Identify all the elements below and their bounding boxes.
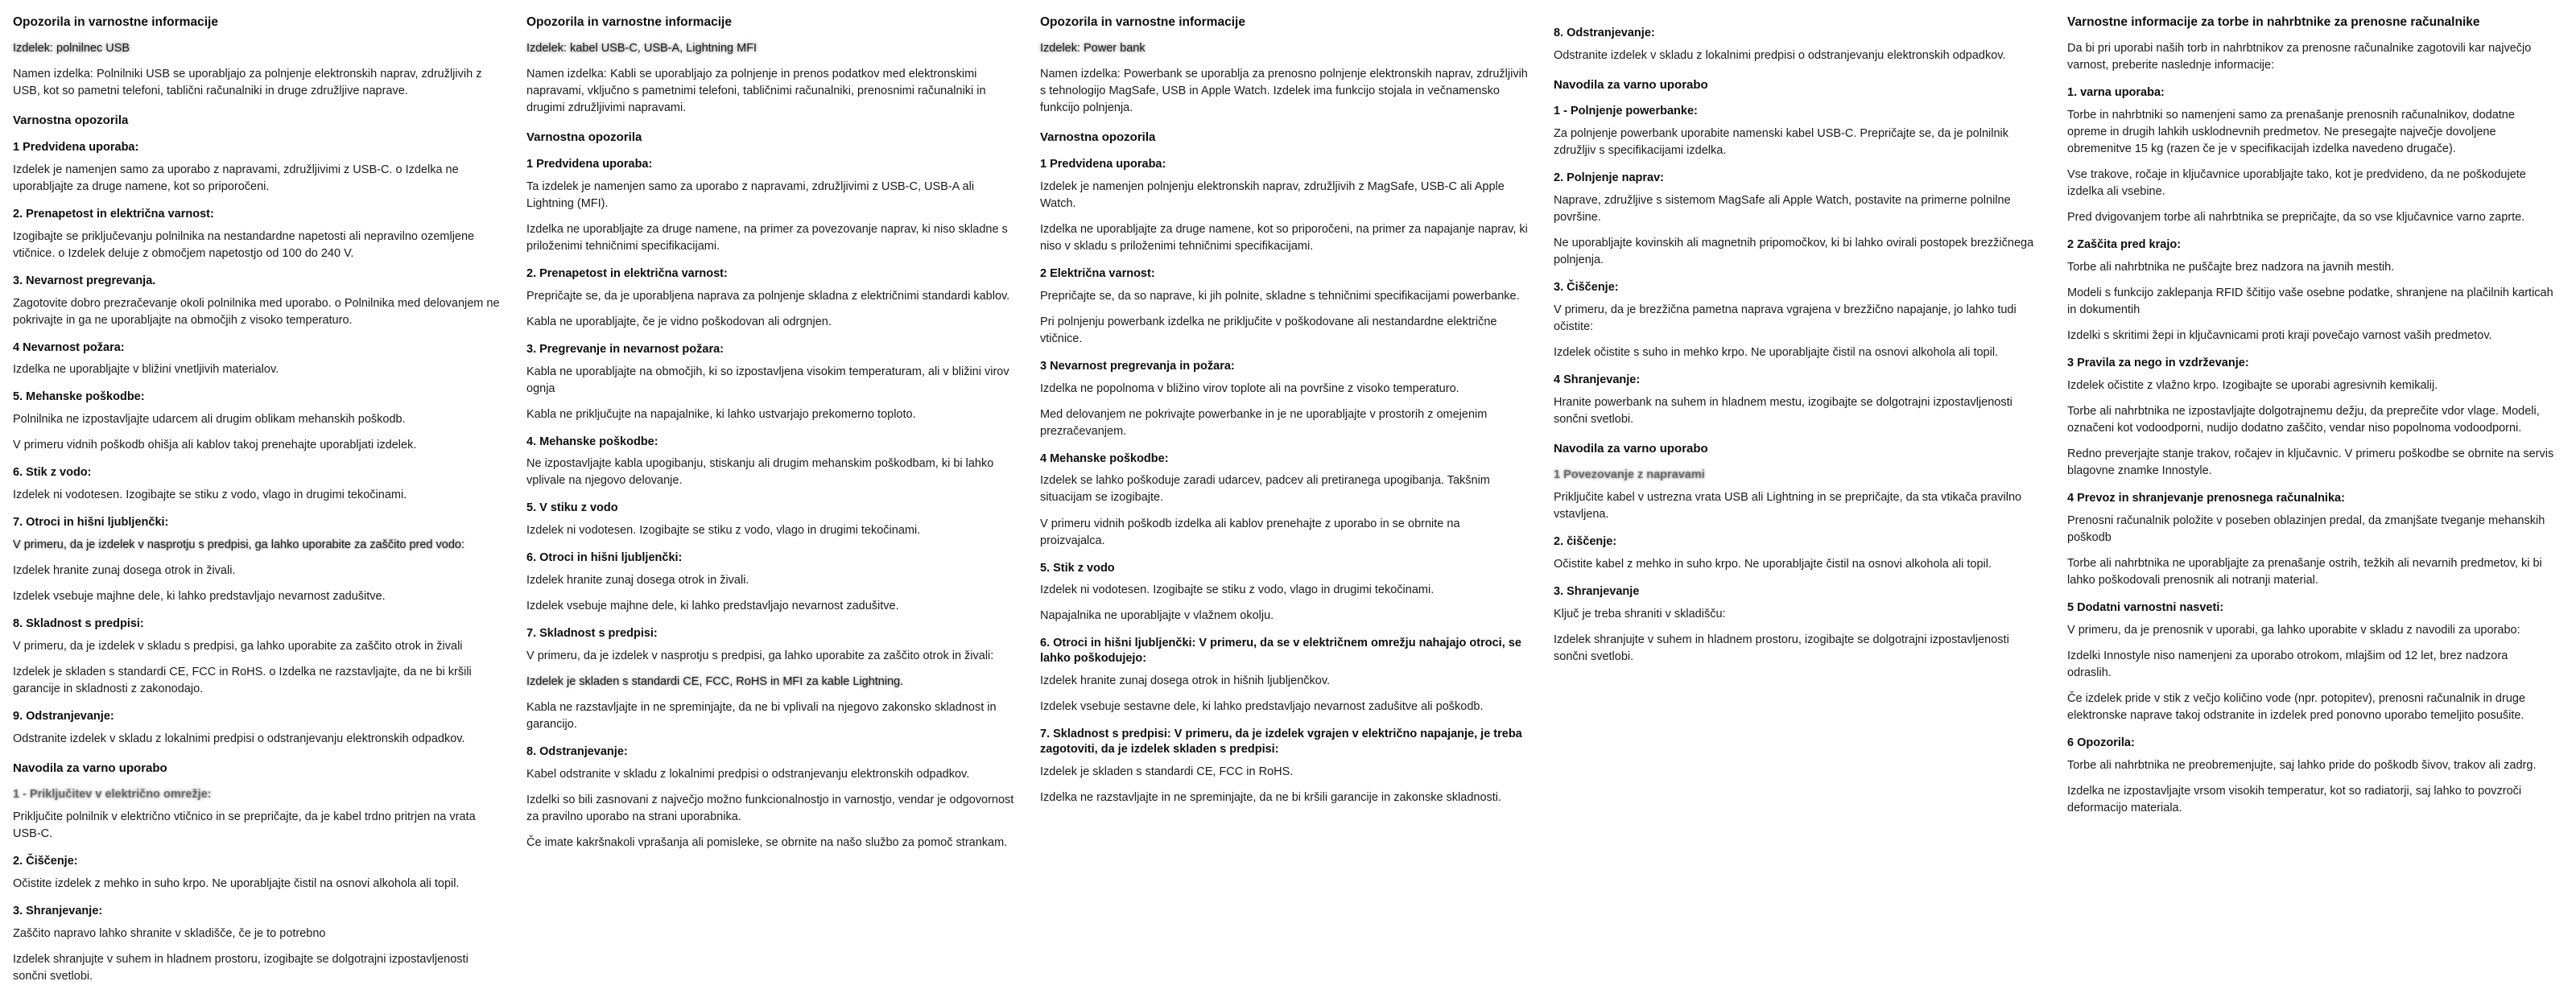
body-paragraph: Vse trakove, ročaje in ključavnice uporabljajte tako, kot je predvideno, da ne poškodujete izdelka ali vsebine.: [2067, 168, 2526, 199]
numbered-heading: 8. Odstranjevanje:: [1554, 27, 1655, 39]
body-paragraph: Izdelek ni vodotesen. Izogibajte se stiku z vodo, vlago in drugimi tekočinami.: [1040, 583, 1435, 597]
numbered-heading: 9. Odstranjevanje:: [13, 709, 114, 723]
numbered-heading: 7. Otroci in hišni ljubljenčki:: [13, 516, 169, 530]
body-paragraph: Za polnjenje powerbank uporabite namenski kabel USB-C. Prepričajte se, da je polnilnik združljiv s specifikacijami izdelka.: [1554, 127, 2009, 158]
body-paragraph: Izdelek: kabel USB-C, USB-A, Lightning MFI: [526, 42, 758, 56]
body-paragraph: Kabla ne priključujte na napajalnike, ki lahko ustvarjajo prekomerno toploto.: [526, 407, 916, 421]
numbered-heading: 6 Opozorila:: [2067, 736, 2135, 749]
column-2-title: Opozorila in varnostne informacije: [526, 15, 732, 29]
body-paragraph: V primeru vidnih poškodb ohišja ali kablov takoj prenehajte uporabljati izdelek.: [13, 439, 417, 452]
body-paragraph: Naprave, združljive s sistemom MagSafe ali Apple Watch, postavite na primerne polnilne površine.: [1554, 194, 2011, 225]
numbered-heading: 5 Dodatni varnostni nasveti:: [2067, 601, 2224, 615]
body-paragraph: Izdelek hranite zunaj dosega otrok in hišnih ljubljenčkov.: [1040, 674, 1331, 688]
section-heading: Varnostna opozorila: [13, 113, 129, 128]
numbered-heading: 4 Nevarnost požara:: [13, 340, 125, 354]
numbered-heading: 5. Stik z vodo: [1040, 561, 1115, 575]
body-paragraph: Ključ je treba shraniti v skladišču:: [1554, 607, 1726, 621]
numbered-heading: 7. Skladnost s predpisi:: [526, 627, 658, 641]
body-paragraph: Izdelek vsebuje sestavne dele, ki lahko predstavljajo nevarnost zadušitve ali poškodb.: [1040, 700, 1484, 714]
document-column-4: [1554, 14, 2050, 998]
body-paragraph: Zaščito napravo lahko shranite v skladišče, če je to potrebno: [13, 926, 326, 940]
section-heading: Navodila za varno uporabo: [1554, 441, 1708, 456]
body-paragraph: Izdelek vsebuje majhne dele, ki lahko predstavljajo nevarnost zadušitve.: [526, 600, 899, 613]
document-column-5: [2067, 14, 2563, 998]
numbered-heading: 2. Prenapetost in električna varnost:: [13, 207, 214, 221]
numbered-heading: 3. Pregrevanje in nevarnost požara:: [526, 342, 724, 356]
body-paragraph: Izdelka ne uporabljajte za druge namene, kot so priporočeni, na primer za napajanje naprav, ki niso v skladu s priloženimi tehničnimi specifikacijami.: [1040, 222, 1528, 253]
numbered-heading: 1 Predvidena uporaba:: [526, 157, 653, 171]
body-paragraph: Izdelek je namenjen samo za uporabo z napravami, združljivimi z USB-C. o Izdelka ne uporabljajte za druge namene, kot so priporočeni.: [13, 163, 459, 193]
body-paragraph: Ne uporabljajte kovinskih ali magnetnih pripomočkov, ki bi lahko ovirali postopek brezžičnega polnjenja.: [1554, 237, 2034, 267]
body-paragraph: Namen izdelka: Kabli se uporabljajo za polnjenje in prenos podatkov med elektronskimi napravami, vključno s pametnimi telefoni, tabličnimi računalniki, prenosnimi računalniki in drugimi združljivimi napravami.: [526, 68, 986, 115]
body-paragraph: Pred dvigovanjem torbe ali nahrbtnika se prepričajte, da so vse ključavnice varno zaprte.: [2067, 211, 2525, 225]
body-paragraph: Izdelka ne razstavljajte in ne spreminjajte, da ne bi kršili garancije in zakonske skladnosti.: [1040, 790, 1502, 804]
numbered-heading: 2. Prenapetost in električna varnost:: [526, 266, 728, 280]
numbered-heading: 6. Otroci in hišni ljubljenčki: V primeru, da se v električnem omrežju nahajajo otroci, se lahko poškodujejo:: [1040, 637, 1521, 666]
body-paragraph: Izdelki so bili zasnovani z največjo možno funkcionalnostjo in varnostjo, vendar je odgovornost za pravilno uporabo na strani uporabnika.: [526, 793, 1014, 823]
body-paragraph: Izdelek vsebuje majhne dele, ki lahko predstavljajo nevarnost zadušitve.: [13, 590, 386, 604]
body-paragraph: Izdelek je skladen s standardi CE, FCC in RoHS.: [1040, 765, 1294, 778]
section-heading: Navodila za varno uporabo: [1554, 77, 1708, 92]
body-paragraph: Namen izdelka: Polnilniki USB se uporabljajo za polnjenje elektronskih naprav, združljivih z USB, kot so pametni telefoni, tablični računalniki in druge združljive naprave.: [13, 68, 482, 98]
numbered-heading: 2. Čiščenje:: [13, 855, 78, 868]
numbered-heading: 1 - Priključitev v električno omrežje:: [13, 788, 212, 802]
body-paragraph: Med delovanjem ne pokrivajte powerbanke in je ne uporabljajte v prostorih z omejenim prezračevanjem.: [1040, 407, 1488, 438]
numbered-heading: 3. Shranjevanje:: [13, 905, 103, 918]
numbered-heading: 5. V stiku z vodo: [526, 501, 618, 515]
body-paragraph: Izdelek: Power bank: [1040, 42, 1146, 56]
body-paragraph: Izogibajte se priključevanju polnilnika na nestandardne napetosti ali nepravilno ozemljene vtičnice. o Izdelek deluje z območjem napetostjo od 100 do 240 V.: [13, 229, 475, 260]
body-paragraph: Priključite kabel v ustrezna vrata USB ali Lightning in se prepričajte, da sta vtikača pravilno vstavljena.: [1554, 491, 2022, 522]
numbered-heading: 6. Otroci in hišni ljubljenčki:: [526, 551, 683, 565]
body-paragraph: Kabel odstranite v skladu z lokalnimi predpisi o odstranjevanju elektronskih odpadkov.: [526, 767, 970, 781]
body-paragraph: Priključite polnilnik v električno vtičnico in se prepričajte, da je kabel trdno pritrjen na vrata USB-C.: [13, 810, 476, 841]
numbered-heading: 5. Mehanske poškodbe:: [13, 390, 145, 404]
numbered-heading: 4 Mehanske poškodbe:: [1040, 451, 1169, 465]
body-paragraph: Namen izdelka: Powerbank se uporablja za prenosno polnjenje elektronskih naprav, združljivih s tehnologijo MagSafe, USB in Apple Watch. Izdelek ima funkcijo stojala in večnamensko funkcijo polnjenja.: [1040, 68, 1528, 115]
numbered-heading: 3. Nevarnost pregrevanja.: [13, 274, 156, 287]
numbered-heading: 8. Skladnost s predpisi:: [13, 617, 144, 631]
body-paragraph: Ta izdelek je namenjen samo za uporabo z napravami, združljivimi z USB-C, USB-A ali Lightning (MFI).: [526, 179, 975, 210]
numbered-heading: 2 Zaščita pred krajo:: [2067, 238, 2182, 252]
body-paragraph: Izdelek je namenjen polnjenju elektronskih naprav, združljivih z MagSafe, USB-C ali Apple Watch.: [1040, 179, 1505, 210]
numbered-heading: 6. Stik z vodo:: [13, 466, 92, 480]
document-column-1: [13, 14, 509, 998]
body-paragraph: Izdelek se lahko poškoduje zaradi udarcev, padcev ali pretiranega upogibanja. Takšnim situacijam se izogibajte.: [1040, 474, 1490, 505]
section-heading: Navodila za varno uporabo: [13, 761, 167, 775]
body-paragraph: Izdelki s skritimi žepi in ključavnicami proti kraji povečajo varnost vaših predmetov.: [2067, 329, 2492, 343]
numbered-heading: 4. Mehanske poškodbe:: [526, 435, 658, 448]
numbered-heading: 2 Električna varnost:: [1040, 266, 1155, 280]
numbered-heading: 2. Polnjenje naprav:: [1554, 171, 1664, 185]
body-paragraph: Ne izpostavljajte kabla upogibanju, stiskanju ali drugim mehanskim poškodbam, ki bi lahko vplivale na njegovo delovanje.: [526, 457, 994, 488]
body-paragraph: Redno preverjajte stanje trakov, ročajev in ključavnic. V primeru poškodbe se obrnite na servis blagovne znamke Innostyle.: [2067, 447, 2554, 478]
section-heading: Varnostna opozorila: [1040, 130, 1156, 145]
document-column-2: [526, 14, 1022, 998]
body-paragraph: Izdelek shranjujte v suhem in hladnem prostoru, izogibajte se dolgotrajni izpostavljenosti sončni svetlobi.: [1554, 633, 2009, 664]
column-3-title: Opozorila in varnostne informacije: [1040, 15, 1245, 29]
body-paragraph: Izdelek je skladen s standardi CE, FCC in RoHS. o Izdelka ne razstavljajte, da ne bi kršili garancije in skladnosti z zakonodajo.: [13, 665, 472, 695]
numbered-heading: 2. čiščenje:: [1554, 535, 1617, 549]
body-paragraph: Kabla ne uporabljajte na območjih, ki so izpostavljena visokim temperaturam, ali v bližini virov ognja: [526, 365, 1009, 395]
numbered-heading: 3 Nevarnost pregrevanja in požara:: [1040, 359, 1235, 373]
numbered-heading: 3. Shranjevanje: [1554, 585, 1640, 599]
column-5-title: Varnostne informacije za torbe in nahrbtnike za prenosne računalnike: [2067, 15, 2480, 29]
body-paragraph: V primeru, da je izdelek v nasprotju s predpisi, ga lahko uporabite za zaščito pred vodo:: [13, 538, 464, 551]
body-paragraph: Prepričajte se, da so naprave, ki jih polnite, skladne s tehničnimi specifikacijami powerbanke.: [1040, 289, 1520, 303]
section-heading: Varnostna opozorila: [526, 130, 642, 145]
body-paragraph: Polnilnika ne izpostavljajte udarcem ali drugim oblikam mehanskih poškodb.: [13, 413, 406, 427]
body-paragraph: Izdelek hranite zunaj dosega otrok in živali.: [13, 564, 236, 577]
body-paragraph: Izdelek očistite z vlažno krpo. Izogibajte se uporabi agresivnih kemikalij.: [2067, 379, 2438, 393]
body-paragraph: Torbe ali nahrbtnika ne preobremenjujte, saj lahko pride do poškodb šivov, trakov ali zadrg.: [2067, 758, 2537, 772]
numbered-heading: 4 Prevoz in shranjevanje prenosnega računalnika:: [2067, 492, 2345, 505]
numbered-heading: 1 Predvidena uporaba:: [1040, 157, 1166, 171]
body-paragraph: Prepričajte se, da je uporabljena naprava za polnjenje skladna z električnimi standardi kablov.: [526, 289, 1010, 303]
column-1-title: Opozorila in varnostne informacije: [13, 15, 218, 29]
body-paragraph: Da bi pri uporabi naših torb in nahrbtnikov za prenosne računalnike zagotovili kar največjo varnost, preberite naslednje informacije:: [2067, 42, 2532, 72]
body-paragraph: Izdelek: polnilnec USB: [13, 42, 130, 56]
body-paragraph: V primeru vidnih poškodb izdelka ali kablov prenehajte z uporabo in se obrnite na proizvajalca.: [1040, 517, 1460, 547]
body-paragraph: Kabla ne razstavljajte in ne spreminjajte, da ne bi vplivali na njegovo zakonsko skladnost in garancijo.: [526, 701, 997, 732]
body-paragraph: Odstranite izdelek v skladu z lokalnimi predpisi o odstranjevanju elektronskih odpadkov.: [1554, 48, 2006, 62]
body-paragraph: Če izdelek pride v stik z večjo količino vode (npr. potopitev), prenosni računalnik in druge elektronske naprave takoj odstranite in izdelek pred ponovno uporabo temeljito posušite.: [2067, 691, 2526, 722]
body-paragraph: Izdelek shranjujte v suhem in hladnem prostoru, izogibajte se dolgotrajni izpostavljenosti sončni svetlobi.: [13, 952, 469, 983]
body-paragraph: Izdelka ne uporabljajte v bližini vnetljivih materialov.: [13, 363, 279, 377]
body-paragraph: Očistite kabel z mehko in suho krpo. Ne uporabljajte čistil na osnovi alkohola ali topil.: [1554, 558, 1992, 571]
body-paragraph: V primeru, da je izdelek v skladu s predpisi, ga lahko uporabite za zaščito otrok in živali: [13, 639, 463, 653]
body-paragraph: Če imate kakršnakoli vprašanja ali pomisleke, se obrnite na našo službo za pomoč strankam.: [526, 836, 1008, 850]
body-paragraph: Izdelka ne izpostavljajte vrsom visokih temperatur, kot so radiatorji, saj lahko to povzroči deformacijo materiala.: [2067, 784, 2522, 814]
body-paragraph: Kabla ne uporabljajte, če je vidno poškodovan ali odrgnjen.: [526, 315, 832, 328]
body-paragraph: Izdelka ne popolnoma v bližino virov toplote ali na površine z visoko temperaturo.: [1040, 381, 1459, 395]
body-paragraph: Zagotovite dobro prezračevanje okoli polnilnika med uporabo. o Polnilnika med delovanjem ne pokrivajte in ga ne uporabljajte na območjih z visoko temperaturo.: [13, 296, 500, 327]
body-paragraph: Pri polnjenju powerbank izdelka ne priključite v poškodovane ali nestandardne električne vtičnice.: [1040, 315, 1497, 345]
body-paragraph: Izdelki Innostyle niso namenjeni za uporabo otrokom, mlajšim od 12 let, brez nadzora odraslih.: [2067, 649, 2508, 679]
body-paragraph: Prenosni računalnik položite v poseben oblazinjen predal, da zmanjšate tveganje mehanskih poškodb: [2067, 514, 2545, 545]
body-paragraph: Modeli s funkcijo zaklepanja RFID ščitijo vaše osebne podatke, shranjene na plačilnih karticah in dokumentih: [2067, 287, 2553, 317]
body-paragraph: Izdelek ni vodotesen. Izogibajte se stiku z vodo, vlago in drugimi tekočinami.: [13, 489, 407, 502]
body-paragraph: Izdelka ne uporabljajte za druge namene, na primer za povezovanje naprav, ki niso skladne s priloženimi tehničnimi specifikacijami.: [526, 222, 1008, 253]
body-paragraph: Torbe ali nahrbtnika ne uporabljajte za prenašanje ostrih, težkih ali nevarnih predmetov, ki bi lahko poškodovali prenosnik ali notranji material.: [2067, 557, 2542, 588]
body-paragraph: Izdelek je skladen s standardi CE, FCC, RoHS in MFI za kable Lightning.: [526, 675, 904, 689]
body-paragraph: Izdelek ni vodotesen. Izogibajte se stiku z vodo, vlago in drugimi tekočinami.: [526, 524, 921, 538]
body-paragraph: Odstranite izdelek v skladu z lokalnimi predpisi o odstranjevanju elektronskih odpadkov.: [13, 732, 465, 745]
body-paragraph: Torbe ali nahrbtnika ne puščajte brez nadzora na javnih mestih.: [2067, 261, 2395, 274]
numbered-heading: 7. Skladnost s predpisi: V primeru, da je izdelek vgrajen v električno napajanje, je treba zagotoviti, da je izdelek skladen s predpisi:: [1040, 728, 1522, 756]
body-paragraph: Izdelek očistite s suho in mehko krpo. Ne uporabljajte čistil na osnovi alkohola ali topil.: [1554, 346, 1999, 360]
body-paragraph: Izdelek hranite zunaj dosega otrok in živali.: [526, 574, 749, 588]
body-paragraph: Očistite izdelek z mehko in suho krpo. Ne uporabljajte čistil na osnovi alkohola ali topil.: [13, 877, 460, 890]
body-paragraph: Hranite powerbank na suhem in hladnem mestu, izogibajte se dolgotrajni izpostavljenosti sončni svetlobi.: [1554, 395, 2013, 426]
numbered-heading: 1. varna uporaba:: [2067, 86, 2165, 100]
body-paragraph: V primeru, da je prenosnik v uporabi, ga lahko uporabite v skladu z navodili za uporabo:: [2067, 623, 2520, 637]
numbered-heading: 8. Odstranjevanje:: [526, 745, 628, 759]
numbered-heading: 1 Povezovanje z napravami: [1554, 468, 1705, 482]
body-paragraph: V primeru, da je brezžična pametna naprava vgrajena v brezžično napajanje, jo lahko tudi očistite:: [1554, 303, 2017, 333]
numbered-heading: 3 Pravila za nego in vzdrževanje:: [2067, 357, 2249, 370]
numbered-heading: 1 Predvidena uporaba:: [13, 140, 139, 154]
numbered-heading: 4 Shranjevanje:: [1554, 373, 1641, 387]
body-paragraph: Torbe in nahrbtniki so namenjeni samo za prenašanje prenosnih računalnikov, dodatne opreme in drugih lahkih usklodnevnih predmetov. Ne presegajte največje dovoljene obremenitve 15 kg (razen če je v specifikacijah izdelka navedeno drugače).: [2067, 109, 2515, 156]
body-paragraph: Torbe ali nahrbtnika ne izpostavljajte dolgotrajnemu dežju, da preprečite vdor vlage. Modeli, označeni kot vodoodporni, nudijo dodatno zaščito, vendar niso popolnoma vodoodporni.: [2067, 405, 2540, 435]
body-paragraph: V primeru, da je izdelek v nasprotju s predpisi, ga lahko uporabite za zaščito otrok in živali:: [526, 649, 994, 663]
document-column-3: [1040, 14, 1536, 998]
numbered-heading: 3. Čiščenje:: [1554, 281, 1619, 295]
body-paragraph: Napajalnika ne uporabljajte v vlažnem okolju.: [1040, 609, 1274, 623]
numbered-heading: 1 - Polnjenje powerbanke:: [1554, 105, 1698, 118]
